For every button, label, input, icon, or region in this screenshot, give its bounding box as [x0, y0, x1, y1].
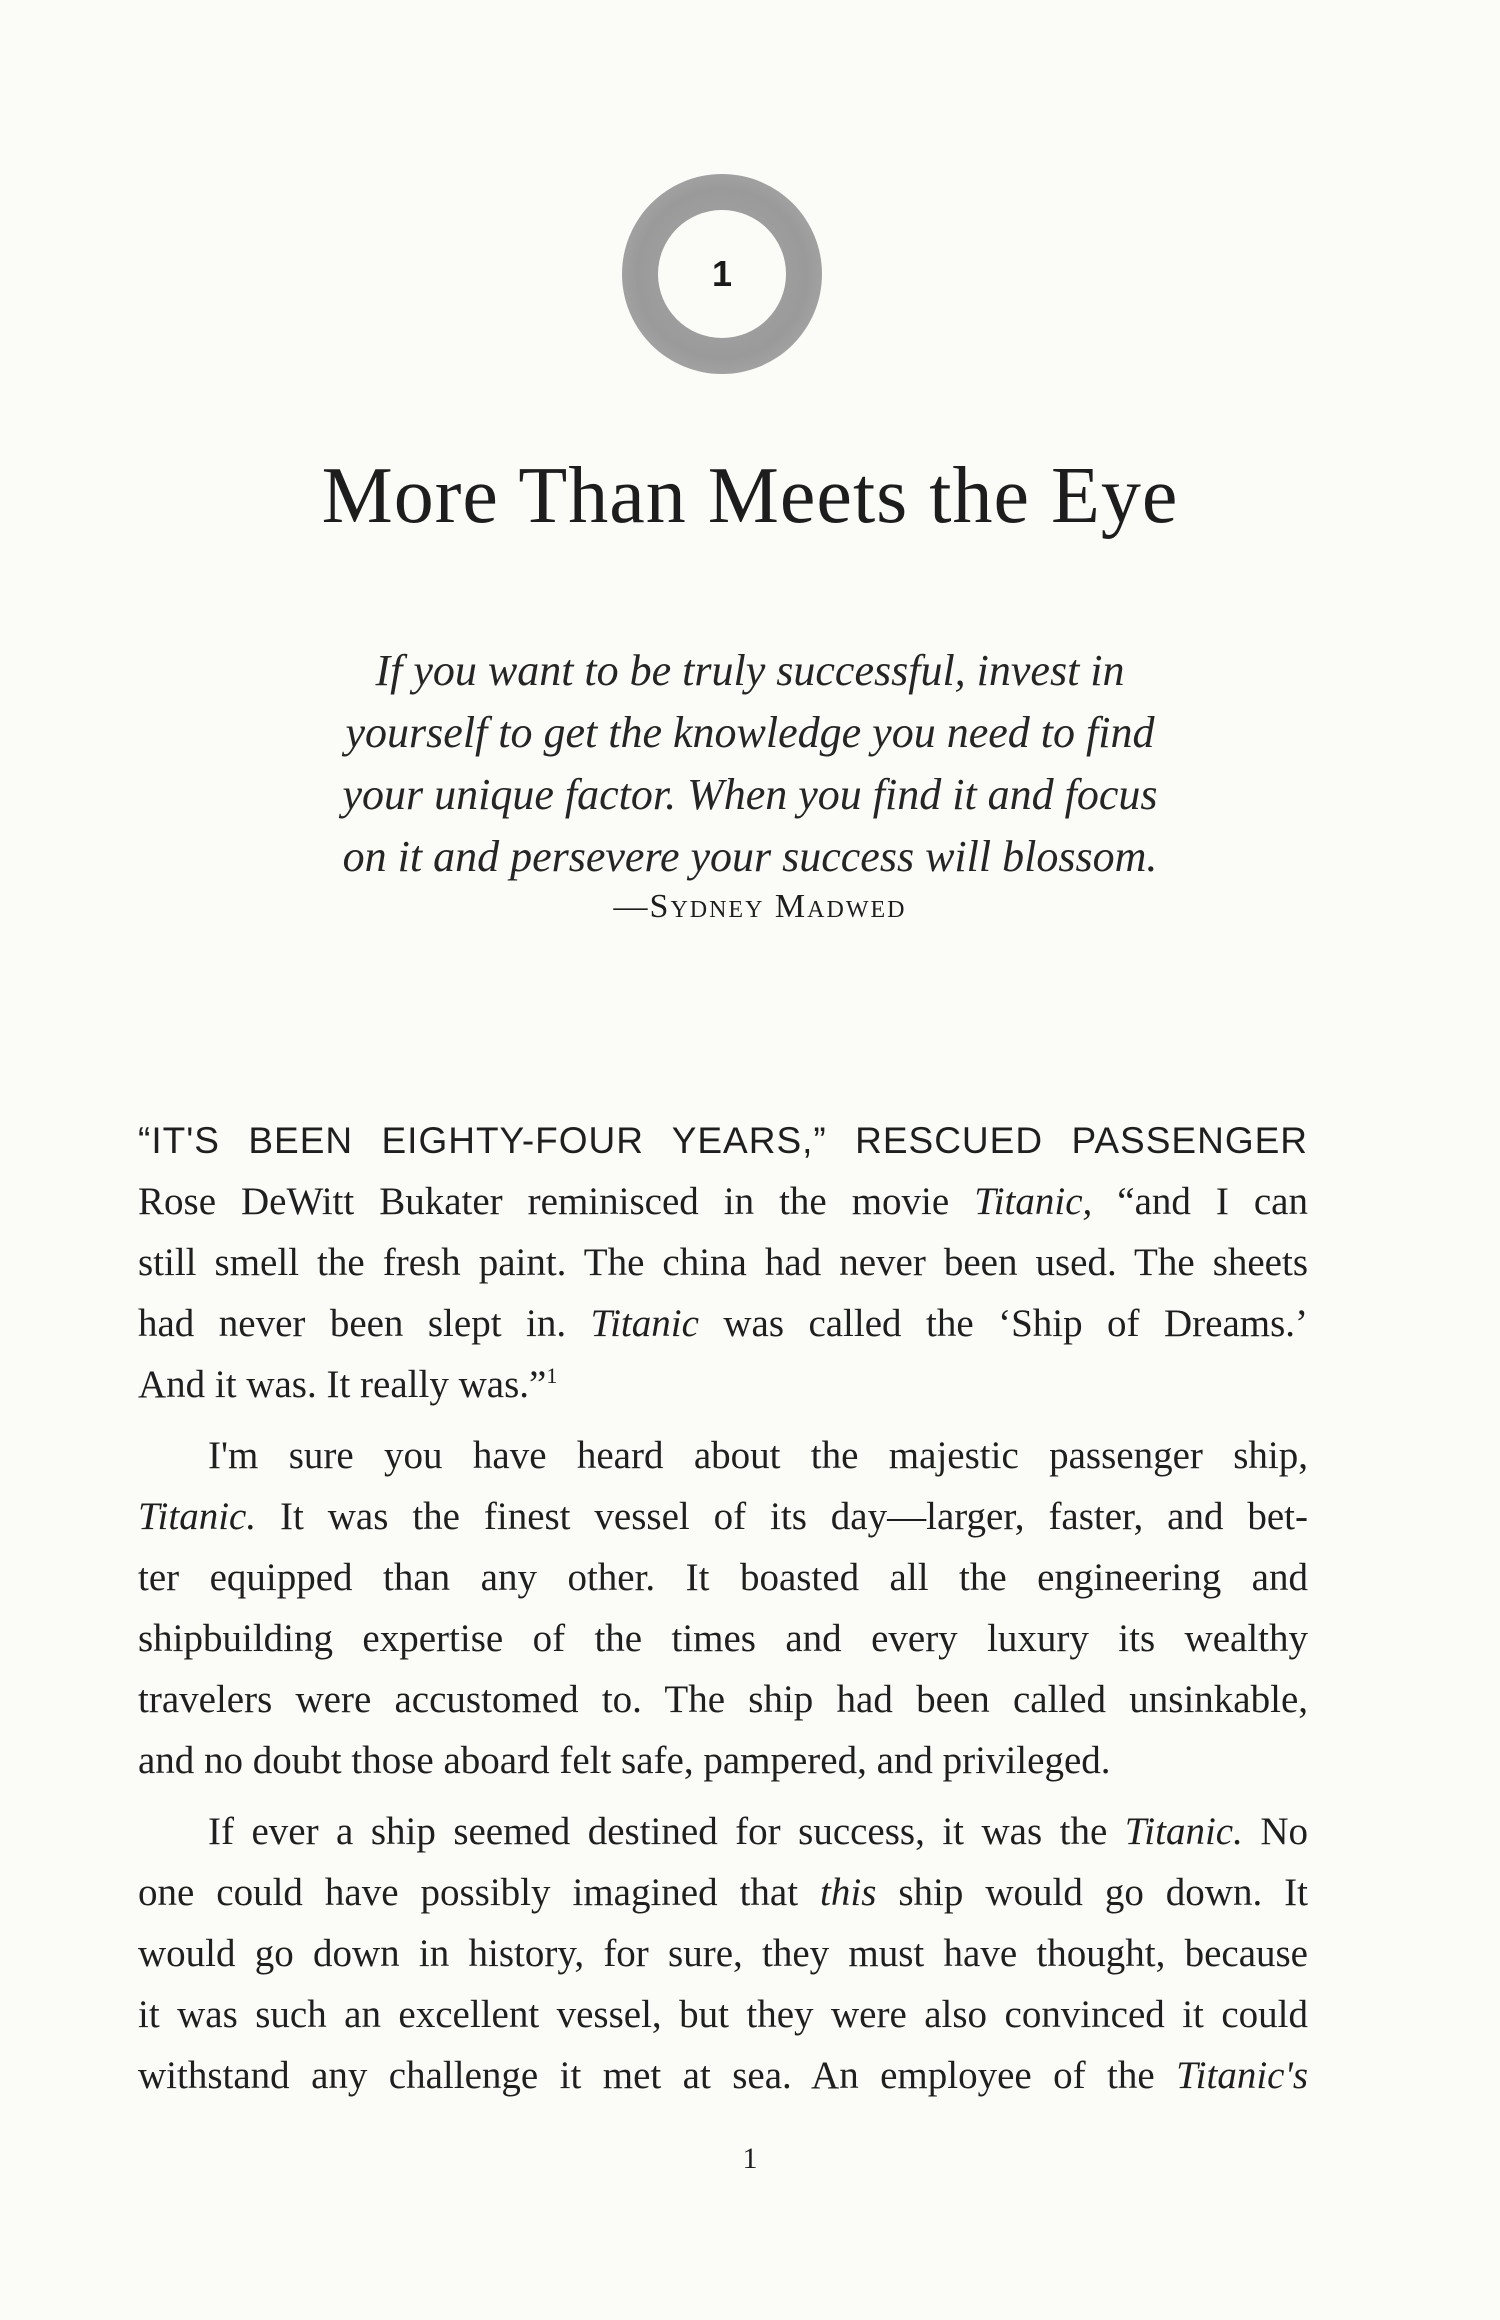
text-line: withstand any challenge it met at sea. An employee of the Titanic's [138, 2054, 1308, 2097]
chapter-number-badge [622, 174, 822, 374]
epigraph [250, 640, 1250, 888]
text-line: and no doubt those aboard felt safe, pampered, and privileged. [138, 1739, 1111, 1782]
paragraph-2 [138, 1425, 1308, 1791]
text-line: shipbuilding expertise of the times and every luxury its wealthy [138, 1617, 1308, 1660]
paragraph-3 [138, 1801, 1308, 2106]
text-line: would go down in history, for sure, they must have thought, because [138, 1932, 1308, 1975]
paragraph-1 [138, 1110, 1308, 1415]
text-line: Titanic. It was the finest vessel of its day—larger, faster, and bet- [138, 1495, 1308, 1538]
epigraph-line: on it and persevere your success will blossom. [342, 832, 1158, 881]
footnote-marker: 1 [546, 1363, 558, 1388]
text-line: Rose DeWitt Bukater reminisced in the movie Titanic, “and I can [138, 1180, 1308, 1223]
text-line: still smell the fresh paint. The china had never been used. The sheets [138, 1241, 1308, 1284]
chapter-number: 1 [711, 253, 733, 294]
epigraph-line: If you want to be truly successful, invest in [375, 646, 1125, 695]
text-line: ter equipped than any other. It boasted all the engineering and [138, 1556, 1308, 1599]
text-line: “IT'S BEEN EIGHTY-FOUR YEARS,” RESCUED PASSENGER [138, 1120, 1308, 1161]
chapter-title: More Than Meets the Eye [321, 452, 1179, 540]
epigraph-line: yourself to get the knowledge you need to find [345, 708, 1155, 757]
page-number: 1 [742, 2142, 758, 2175]
text-line: it was such an excellent vessel, but they were also convinced it could [138, 1993, 1308, 2036]
text-line: And it was. It really was.”$^1$ [138, 1363, 558, 1406]
body-text [138, 1110, 1308, 2106]
chapter-badge-center [658, 210, 786, 338]
text-line: If ever a ship seemed destined for success, it was the Titanic. No [208, 1810, 1308, 1853]
text-line: travelers were accustomed to. The ship had been called unsinkable, [138, 1678, 1308, 1721]
text-line: I'm sure you have heard about the majestic passenger ship, [208, 1434, 1308, 1477]
epigraph-line: your unique factor. When you find it and focus [342, 770, 1158, 819]
epigraph-attribution: —Sydney Madwed [613, 888, 907, 925]
text-line: had never been slept in. Titanic was called the ‘Ship of Dreams.’ [138, 1302, 1309, 1345]
text-line: one could have possibly imagined that this ship would go down. It [138, 1871, 1308, 1914]
